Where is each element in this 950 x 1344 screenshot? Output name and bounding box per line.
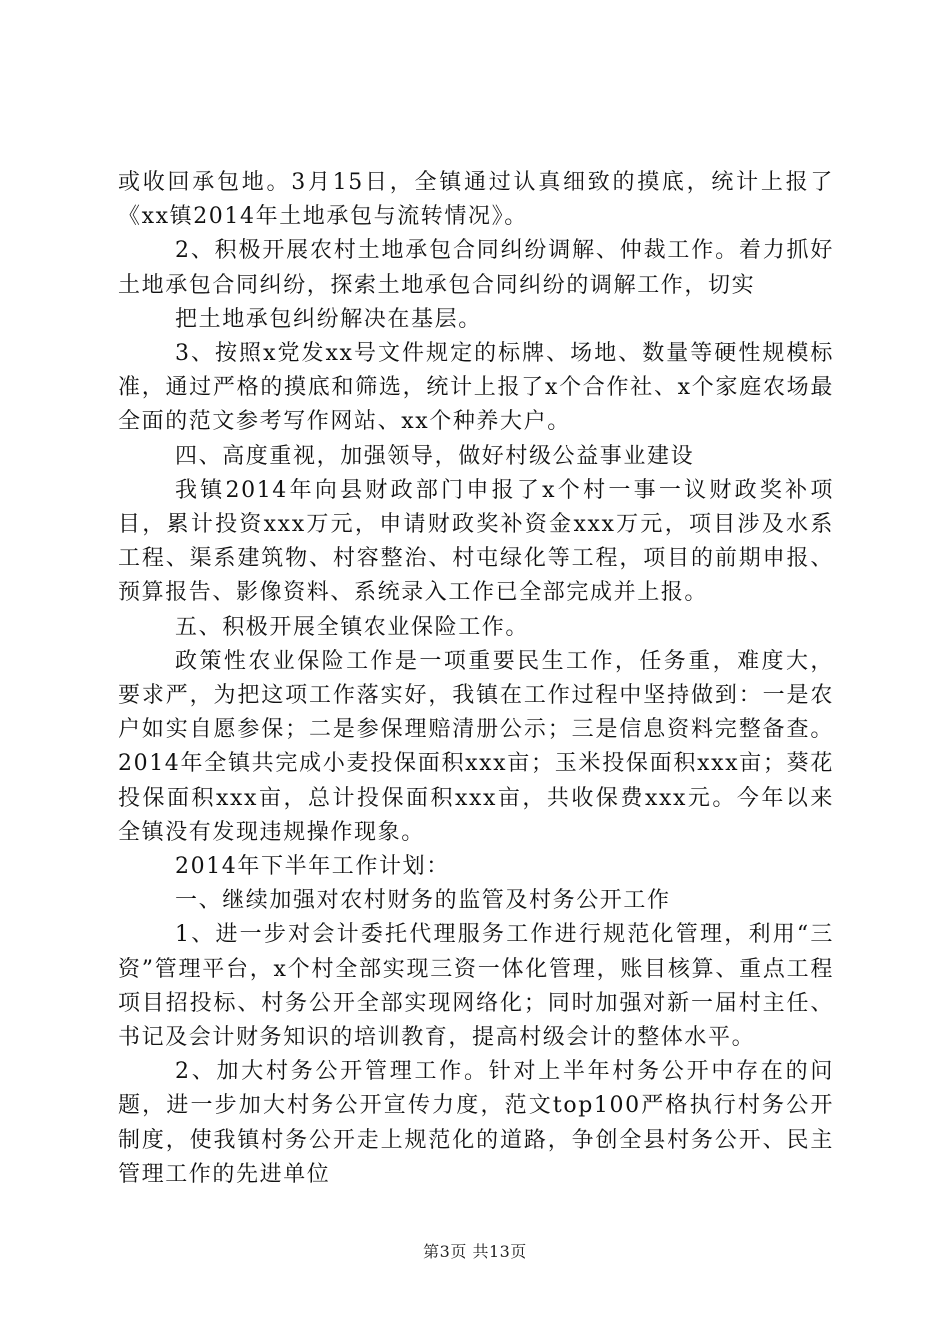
document-body — [118, 166, 834, 1192]
paragraph: 政策性农业保险工作是一项重要民生工作，任务重，难度大，要求严，为把这项工作落实好，我镇在工作过程中坚持做到：一是农户如实自愿参保；二是参保理赔清册公示；三是信息资料完整备查。2014年全镇共完成小麦投保面积xxx亩；玉米投保面积xxx亩；葵花投保面积xxx亩，总计投保面积xxx亩，共收保费xxx元。今年以来全镇没有发现违规操作现象。 — [118, 648, 834, 845]
paragraph: 把土地承包纠纷解决在基层。 — [175, 306, 482, 332]
paragraph: 3、按照x党发xx号文件规定的标牌、场地、数量等硬性规模标准，通过严格的摸底和筛选，统计上报了x个合作社、x个家庭农场最全面的范文参考写作网站、xx个种养大户。 — [118, 341, 834, 435]
section-heading: 四、高度重视，加强领导，做好村级公益事业建设 — [175, 443, 695, 469]
section-heading: 一、继续加强对农村财务的监管及村务公开工作 — [175, 888, 671, 914]
paragraph: 2、加大村务公开管理工作。针对上半年村务公开中存在的问题，进一步加大村务公开宣传力度，范文top100严格执行村务公开制度，使我镇村务公开走上规范化的道路，争创全县村务公开、民主管理工作的先进单位 — [118, 1059, 834, 1187]
paragraph: 1、进一步对会计委托代理服务工作进行规范化管理，利用“三资”管理平台，x个村全部实现三资一体化管理，账目核算、重点工程项目招投标、村务公开全部实现网络化；同时加强对新一届村主任、书记及会计财务知识的培训教育，提高村级会计的整体水平。 — [118, 922, 834, 1051]
section-heading: 五、积极开展全镇农业保险工作。 — [175, 614, 530, 640]
paragraph: 2、积极开展农村土地承包合同纠纷调解、仲裁工作。着力抓好土地承包合同纠纷，探索土地承包合同纠纷的调解工作，切实 — [118, 238, 834, 298]
page-number-footer: 第3页 共13页 — [423, 1242, 527, 1261]
section-heading: 2014年下半年工作计划： — [175, 854, 450, 880]
paragraph: 或收回承包地。3月15日，全镇通过认真细致的摸底，统计上报了《xx镇2014年土地承包与流转情况》。 — [118, 170, 834, 230]
paragraph: 我镇2014年向县财政部门申报了x个村一事一议财政奖补项目，累计投资xxx万元，申请财政奖补资金xxx万元，项目涉及水系工程、渠系建筑物、村容整治、村屯绿化等工程，项目的前期申报、预算报告、影像资料、系统录入工作已全部完成并上报。 — [118, 477, 834, 606]
